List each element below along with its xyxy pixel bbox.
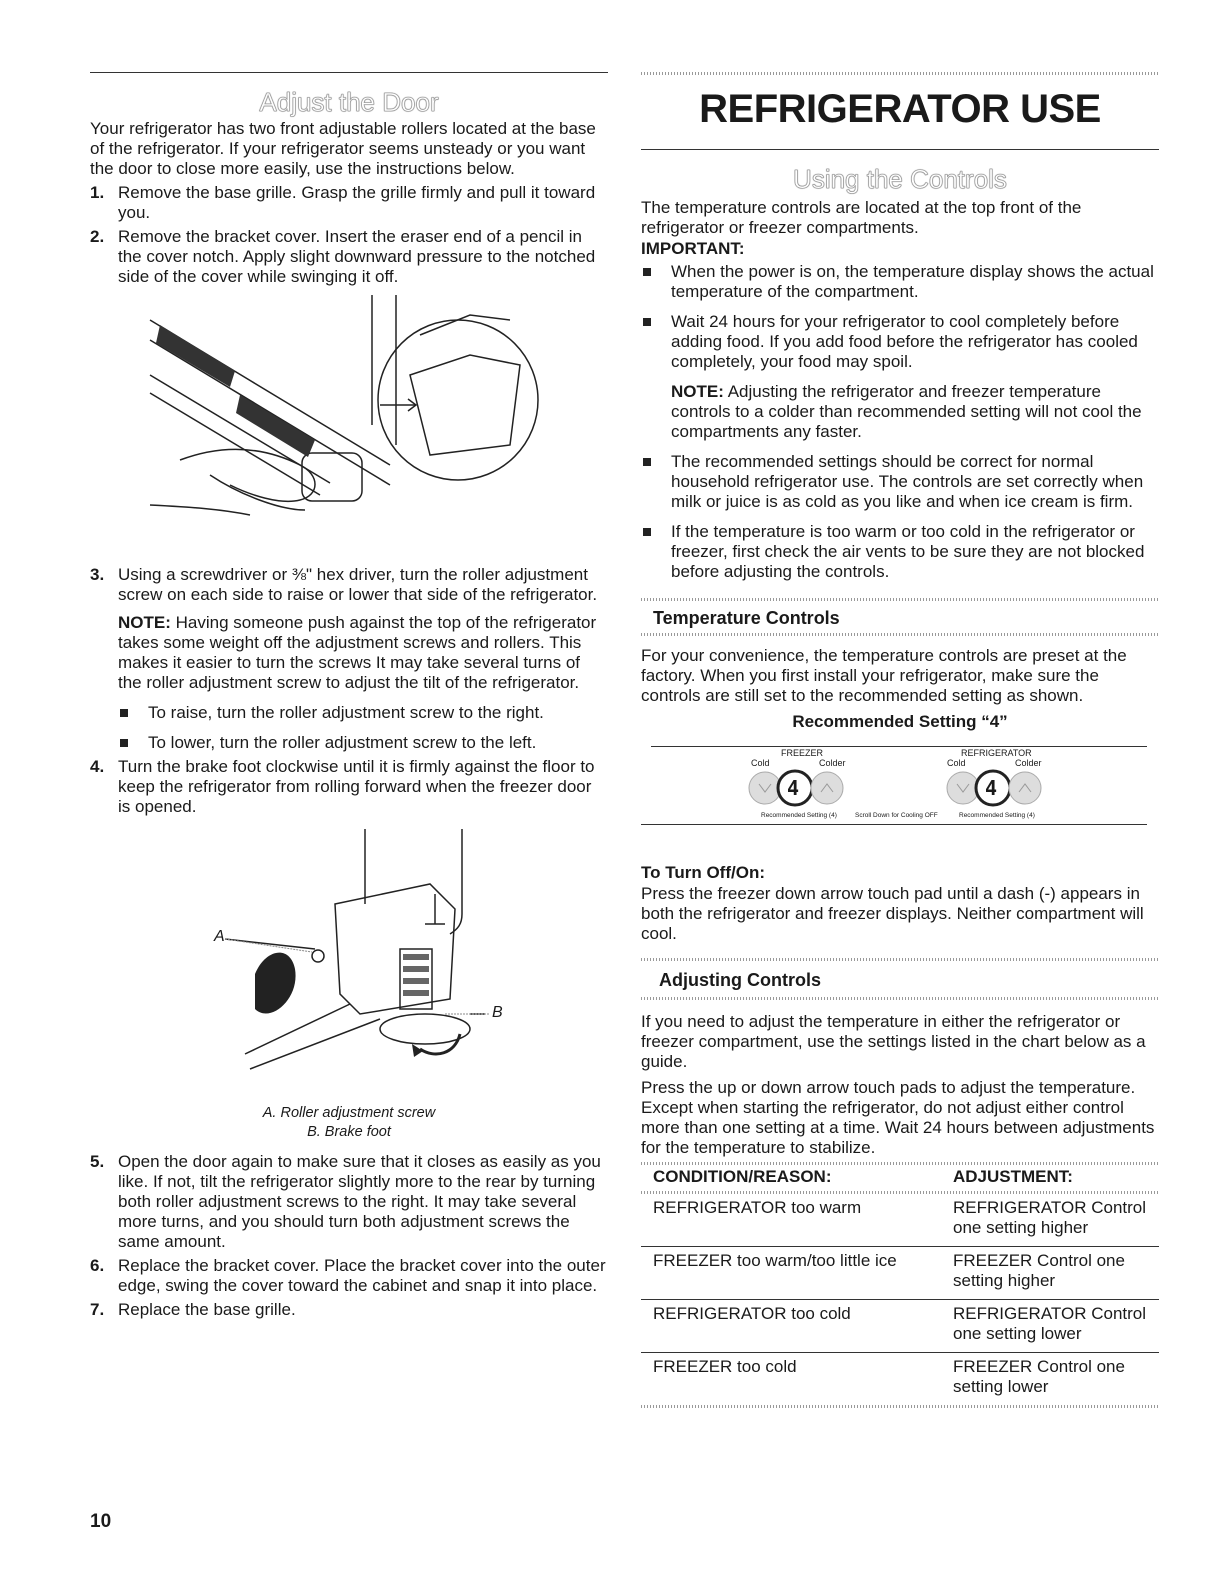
bracket-cover-illustration [90,295,608,557]
step-item: 4. Turn the brake foot clockwise until it is firmly against the floor to keep the refrigerator from rolling forward when the freezer door is opened. [90,757,595,816]
page-number: 10 [90,1511,112,1532]
refrigerator-label: REFRIGERATOR [961,748,1032,758]
page-title: REFRIGERATOR USE [699,87,1101,131]
table-cell: REFRIGERATOR Control one setting lower [941,1300,1159,1353]
step-item: 3. Using a screwdriver or ⅜" hex driver, turn the roller adjustment screw on each side to raise or lower that side of the refrigerator. NOTE: Having someone push against the top of the refrigerator takes some weight off the adjustment screws and rollers. This makes it easier to turn the screws It may take several turns of the roller adjustment screw to adjust the tilt of the refrigerator. To raise, turn the roller adjustment screw to the right. To lower, turn the roller adjustment screw to the left. [90,565,608,753]
roller-bullets [118,703,608,753]
temperature-controls-heading: Temperature Controls [653,608,840,628]
table-header-row [641,1165,1159,1191]
note-paragraph: NOTE: Having someone push against the top of the refrigerator takes some weight off the adjustment screws and rollers. This makes it easier to turn the screws It may take several turns of the roller adjustment screw to adjust the tilt of the refrigerator. [118,613,597,692]
adjusting-controls-heading: Adjusting Controls [659,970,821,990]
steps-list-2 [90,565,608,817]
step-item: 2. Remove the bracket cover. Insert the eraser end of a pencil in the cover notch. Apply slight downward pressure to the notched side of the cover while swinging it off. [90,227,596,286]
recommended-setting-label: Recommended Setting “4” [792,712,1008,731]
step-item: 5. Open the door again to make sure that it closes as easily as you like. If not, tilt the refrigerator slightly more to the rear by turning both roller adjustment screws to the right. It may take several more turns, and you should turn both adjustment screws the same amount. [90,1152,601,1251]
table-row [641,1300,1159,1353]
colder-label: Colder [1015,758,1042,768]
table-cell: REFRIGERATOR too warm [641,1194,941,1247]
steps-list-1 [90,183,608,287]
freezer-label: FREEZER [781,748,824,758]
header-adjustment: ADJUSTMENT: [953,1167,1073,1186]
recommended-note-2: Recommended Setting (4) [959,812,1035,819]
bullet-item: The recommended settings should be correct for normal household refrigerator use. The controls are set correctly when milk or juice is as cold as you like and when ice cream is firm. [641,452,1159,512]
table-row [641,1353,1159,1406]
adjusting-text-2: Press the up or down arrow touch pads to adjust the temperature. Except when starting the refrigerator, do not adjust either control more than one setting at a time. Wait 24 hours between adjustments for the temperature to stabilize. [641,1078,1155,1157]
bracket-cover-drawing [90,295,608,557]
bullet-item: When the power is on, the temperature display shows the actual temperature of the compartment. [641,262,1159,302]
intro-paragraph: The temperature controls are located at the top front of the refrigerator or freezer compartments. [641,198,1082,237]
header-condition: CONDITION/REASON: [653,1167,832,1186]
table-bottom-rule [641,1405,1159,1408]
adjustment-table [641,1165,1159,1405]
cold-label: Cold [751,758,770,768]
right-column [641,72,1159,1408]
refrigerator-display-digit: 4 [985,776,998,800]
roller-brake-illustration [90,829,608,1104]
note-paragraph: NOTE: Adjusting the refrigerator and freezer temperature controls to a colder than recommended setting will not cool the compartments any faster. [671,382,1142,441]
top-dotted-rule [641,72,1159,75]
title-rule [641,149,1159,150]
bullet-item: To raise, turn the roller adjustment screw to the right. [118,703,608,723]
recommended-note-1: Recommended Setting (4) [761,812,837,819]
figure-caption-a: A. Roller adjustment screw [262,1105,436,1121]
freezer-display-digit: 4 [787,776,800,800]
table-cell: REFRIGERATOR too cold [641,1300,941,1353]
figure-label-a: A [214,928,225,945]
figure-caption-b: B. Brake foot [307,1124,391,1140]
roller-brake-drawing [90,829,608,1104]
controls-bullets [641,262,1159,582]
table-row [641,1194,1159,1247]
dotted-rule [641,633,1159,636]
figure-label-b: B [492,1004,503,1021]
section-title: Using the Controls [793,164,1007,194]
scroll-note: Scroll Down for Cooling OFF [855,812,938,819]
table-cell: FREEZER too cold [653,1357,797,1376]
turn-off-on-heading: To Turn Off/On: [641,863,765,882]
table-cell: REFRIGERATOR Control one setting higher [941,1194,1159,1247]
dotted-rule [641,997,1159,1000]
table-cell: FREEZER Control one setting higher [941,1247,1159,1300]
left-column [90,72,608,1320]
section-title: Adjust the Door [259,87,439,117]
intro-paragraph: Your refrigerator has two front adjustable rollers located at the base of the refrigerator. If your refrigerator seems unsteady or you want the door to close more easily, use the instructions below. [90,119,596,178]
adjusting-text-1: If you need to adjust the temperature in either the refrigerator or freezer compartment, use the settings listed in the chart below as a guide. [641,1012,1146,1071]
temperature-controls-text: For your convenience, the temperature controls are preset at the factory. When you first install your refrigerator, make sure the controls are still set to the recommended setting as shown. [641,646,1127,705]
steps-list-3 [90,1152,608,1320]
table-cell: FREEZER too warm/too little ice [641,1247,941,1300]
colder-label: Colder [819,758,846,768]
bullet-item: If the temperature is too warm or too cold in the refrigerator or freezer, first check the air vents to be sure they are not blocked before adjusting the controls. [641,522,1159,582]
top-rule [90,72,608,73]
step-item: 6. Replace the bracket cover. Place the bracket cover into the outer edge, swing the cover toward the cabinet and snap it into place. [90,1256,606,1295]
turn-off-on-text: Press the freezer down arrow touch pad until a dash (-) appears in both the refrigerator and freezer displays. Neither compartment will cool. [641,884,1144,943]
step-item: 1. Remove the base grille. Grasp the grille firmly and pull it toward you. [90,183,596,222]
control-panel-illustration [641,736,1159,840]
cold-label: Cold [947,758,966,768]
step-item: 7. Replace the base grille. [90,1300,296,1319]
important-label: IMPORTANT: [641,239,745,258]
table-row [641,1247,1159,1300]
bullet-item: To lower, turn the roller adjustment screw to the left. [118,733,608,753]
bullet-item: Wait 24 hours for your refrigerator to cool completely before adding food. If you add food before the refrigerator has cooled completely, your food may spoil. NOTE: Adjusting the refrigerator and freezer temperature controls to a colder than recommended setting will not cool the compartments any faster. [641,312,1159,442]
table-cell: FREEZER Control one setting lower [953,1357,1125,1396]
